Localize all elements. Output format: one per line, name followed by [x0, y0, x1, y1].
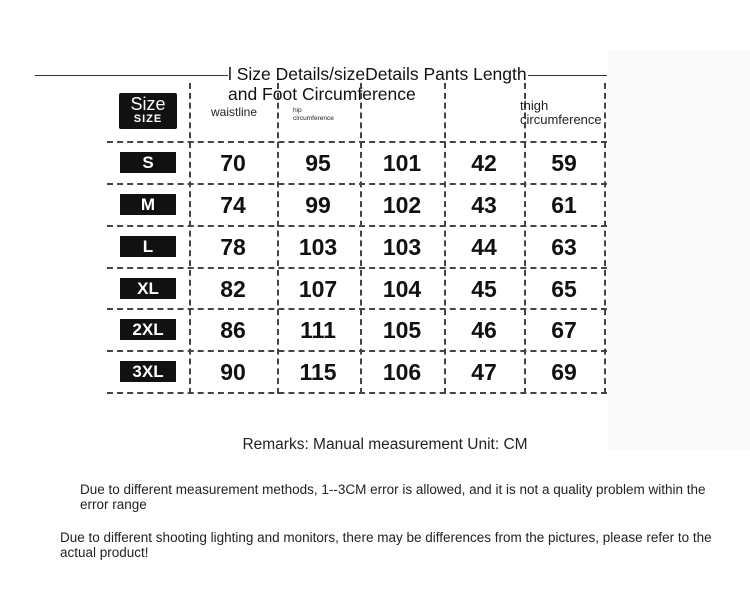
size-label-badge: XL	[120, 278, 176, 299]
grid-line	[360, 83, 362, 394]
table-cell: 101	[382, 150, 422, 176]
table-cell: 69	[551, 359, 577, 385]
table-cell: 115	[299, 359, 337, 385]
table-cell: 103	[382, 234, 422, 260]
table-cell: 82	[220, 276, 246, 302]
table-cell: 67	[551, 317, 577, 343]
table-cell: 106	[382, 359, 422, 385]
table-cell: 42	[471, 150, 497, 176]
table-cell: 95	[305, 150, 331, 176]
size-label-badge: L	[120, 236, 176, 257]
size-table	[107, 83, 607, 394]
table-cell: 99	[305, 192, 331, 218]
table-cell: 47	[471, 359, 497, 385]
table-cell: 107	[298, 276, 338, 302]
size-label-badge: 2XL	[120, 319, 176, 340]
grid-line	[107, 183, 607, 185]
column-header-thigh: thigh circumference	[520, 98, 602, 127]
table-cell: 63	[551, 234, 577, 260]
column-header-hip: hip circumference	[293, 107, 334, 122]
table-cell: 43	[471, 192, 497, 218]
display-note: Due to different shooting lighting and monitors, there may be differences from the pictures, please refer to the actual product!	[60, 530, 712, 560]
table-cell: 111	[300, 317, 336, 343]
table-cell: 104	[382, 276, 422, 302]
grid-line	[107, 225, 607, 227]
grid-line	[107, 308, 607, 310]
table-cell: 59	[551, 150, 577, 176]
grid-line	[107, 392, 607, 394]
table-cell: 78	[220, 234, 246, 260]
column-header-waistline: waistline	[211, 105, 258, 119]
grid-line	[604, 83, 606, 394]
size-label-badge: S	[120, 152, 176, 173]
table-cell: 102	[382, 192, 422, 218]
table-cell: 70	[220, 150, 246, 176]
table-cell: 105	[382, 317, 422, 343]
table-cell: 45	[471, 276, 497, 302]
grid-line	[107, 267, 607, 269]
size-label-badge: 3XL	[120, 361, 176, 382]
size-header-label: Size	[130, 94, 166, 114]
grid-line	[107, 141, 607, 143]
table-cell: 65	[551, 276, 577, 302]
background-panel	[608, 50, 750, 450]
table-cell: 103	[298, 234, 338, 260]
table-cell: 44	[471, 234, 497, 260]
size-label-badge: M	[120, 194, 176, 215]
size-header-sublabel: SIZE	[133, 113, 163, 125]
remarks-text: Remarks: Manual measurement Unit: CM	[242, 436, 528, 453]
table-cell: 46	[471, 317, 497, 343]
error-note: Due to different measurement methods, 1--3CM error is allowed, and it is not a quality problem within the error range	[80, 482, 706, 512]
page-title: l Size Details/sizeDetails Pants Length and Foot Circumference	[228, 64, 527, 104]
grid-line	[107, 350, 607, 352]
table-cell: 61	[551, 192, 577, 218]
grid-line	[189, 83, 191, 394]
size-header-badge	[119, 93, 177, 129]
table-cell: 86	[220, 317, 246, 343]
table-cell: 90	[220, 359, 246, 385]
table-cell: 74	[220, 192, 246, 218]
